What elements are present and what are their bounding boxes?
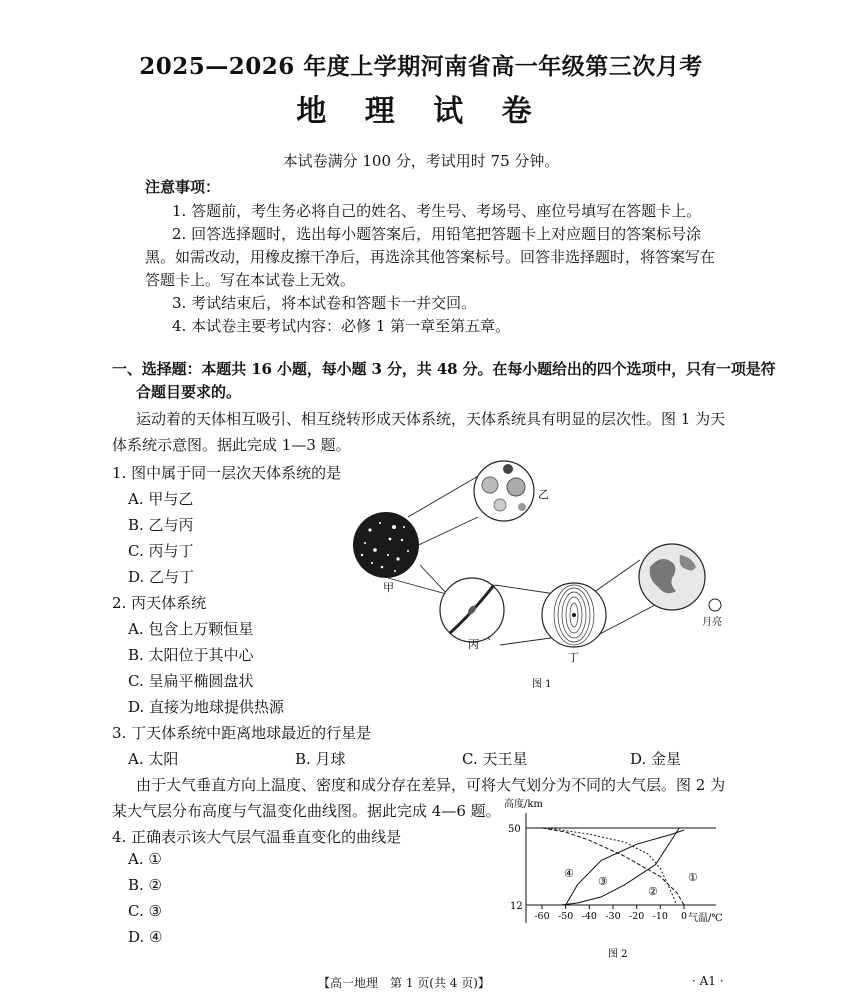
footer-page-info: 【高一地理 第 1 页(共 4 页)】 [318,976,490,990]
chart-xtick-label: -50 [558,911,574,922]
q4-option-a: A. ① [128,850,162,868]
chart-series-label-2: ② [648,885,658,898]
chart-ytick-12: 12 [510,901,523,912]
chart-xtick-label: -60 [534,911,550,922]
q4-option-c: C. ③ [128,902,162,920]
notice-line: 1. 答题前，考生务必将自己的姓名、考生号、考场号、座位号填写在答题卡上。 [172,202,702,220]
q1-option-a: A. 甲与乙 [128,490,194,508]
chart-series-label-1: ① [688,871,698,884]
label-moon: 月亮 [702,617,722,628]
notice-line: 4. 本试卷主要考试内容：必修 1 第一章至第五章。 [172,317,511,335]
passage1-line: 运动着的天体相互吸引、相互绕转形成天体系统，天体系统具有明显的层次性。图 1 为天 [136,410,726,428]
label-yi: 乙 [538,488,549,501]
chart-series-label-3: ③ [598,875,608,888]
label-jia: 甲 [383,581,394,594]
q1-stem: 1. 图中属于同一层次天体系统的是 [112,464,342,482]
q3-option-a: A. 太阳 [128,750,179,768]
earth-moon-system [639,544,721,611]
figure1-diagram [350,455,740,695]
galaxy-cluster-jia [353,512,419,578]
q1-option-b: B. 乙与丙 [128,516,194,534]
solar-system-ding [542,583,606,647]
q1-option-d: D. 乙与丁 [128,568,195,586]
passage1-line: 体系统示意图。据此完成 1—3 题。 [112,436,351,454]
q3-stem: 3. 丁天体系统中距离地球最近的行星是 [112,724,372,742]
passage2-line: 由于大气垂直方向上温度、密度和成分存在差异，可将大气划分为不同的大气层。图 2 为 [136,776,726,794]
notice-line: 黑。如需改动，用橡皮擦干净后，再选涂其他答案标号。回答非选择题时，将答案写在 [145,248,716,266]
chart-ylabel: 高度/km [504,799,543,810]
q3-option-d: D. 金星 [630,750,682,768]
galaxy-cluster-yi [474,461,534,521]
q3-option-b: B. 月球 [295,750,346,768]
q2-option-a: A. 包含上万颗恒星 [128,620,254,638]
figure1-caption: 图 1 [532,679,552,690]
section1-heading: 一、选择题：本题共 16 小题，每小题 3 分，共 48 分。在每小题给出的四个选项中，只有一项是符 [112,360,776,378]
section1-heading-cont: 合题目要求的。 [136,383,242,401]
q4-option-b: B. ② [128,876,163,894]
q1-option-c: C. 丙与丁 [128,542,194,560]
chart-xtick-label: -20 [629,911,645,922]
notice-line: 2. 回答选择题时，选出每小题答案后，用铅笔把答题卡上对应题目的答案标号涂 [172,225,702,243]
q3-option-c: C. 天王星 [462,750,528,768]
q4-option-d: D. ④ [128,928,163,946]
q2-option-c: C. 呈扁平椭圆盘状 [128,672,254,690]
chart-ytick-50: 50 [508,824,521,835]
q2-stem: 2. 丙天体系统 [112,594,207,612]
chart-xtick-label: -30 [605,911,621,922]
figure2-caption: 图 2 [608,949,628,960]
chart-xlabel: 气温/℃ [688,913,723,924]
chart-axes [526,813,716,923]
notice-line: 3. 考试结束后，将本试卷和答题卡一并交回。 [172,294,477,312]
notice-line: 答题卡上。写在本试卷上无效。 [145,271,356,289]
passage2-line: 某大气层分布高度与气温变化曲线图。据此完成 4—6 题。 [112,802,501,820]
exam-subtitle: 地 理 试 卷 [296,94,546,129]
q2-option-d: D. 直接为地球提供热源 [128,698,285,716]
chart-xtick-label: -10 [652,911,668,922]
chart-xtick-label: 0 [680,911,688,922]
figure2-chart [498,795,748,963]
exam-info: 本试卷满分 100 分，考试用时 75 分钟。 [282,152,560,170]
footer-code: · A1 · [692,974,724,988]
q4-stem: 4. 正确表示该大气层气温垂直变化的曲线是 [112,828,402,846]
milky-way-bing [440,578,504,642]
chart-series-line-4 [566,830,684,905]
exam-title: 2025—2026 年度上学期河南省高一年级第三次月考 [139,53,703,80]
chart-xtick-label: -40 [581,911,597,922]
q2-option-b: B. 太阳位于其中心 [128,646,254,664]
label-ding: 丁 [568,651,579,664]
chart-series-line-3 [561,828,679,905]
label-bing: 丙 [468,638,479,651]
chart-series-label-4: ④ [564,867,574,880]
notice-heading: 注意事项： [145,178,221,196]
